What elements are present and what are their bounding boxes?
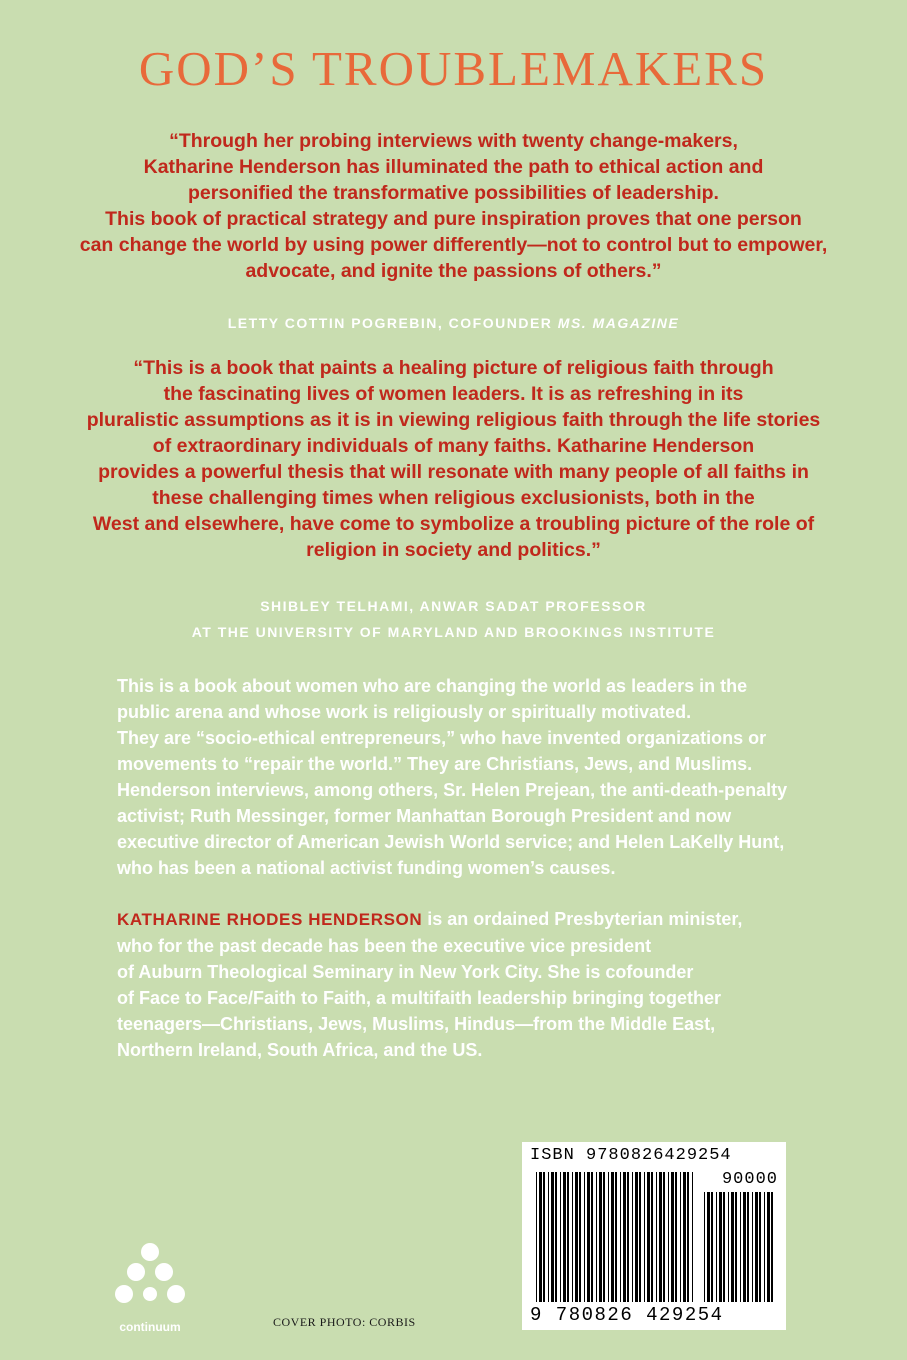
barcode-bar xyxy=(635,1172,638,1302)
barcode-bar xyxy=(615,1172,617,1302)
price-code: 90000 xyxy=(721,1170,778,1189)
barcode-bar xyxy=(656,1172,657,1302)
attribution-publication: MS. MAGAZINE xyxy=(557,315,680,331)
bio-line: of Auburn Theological Seminary in New York City. She is cofounder xyxy=(117,962,694,982)
quote-line: West and elsewhere, have come to symbolize a troubling picture of the role of xyxy=(92,513,815,535)
quote-line: can change the world by using power differently—not to control but to empower, xyxy=(79,234,828,256)
addon-barcode-bars xyxy=(704,1192,776,1302)
barcode-bar xyxy=(735,1192,737,1302)
endorsement-attribution-1 xyxy=(60,310,847,336)
attribution-name: LETTY COTTIN POGREBIN, COFOUNDER xyxy=(227,315,553,331)
cover-photo-credit: COVER PHOTO: CORBIS xyxy=(273,1315,416,1329)
barcode-bar xyxy=(543,1172,545,1302)
barcode-bar xyxy=(747,1192,749,1302)
barcode-bar xyxy=(611,1172,614,1302)
barcode-bar xyxy=(728,1192,729,1302)
barcode-bar xyxy=(647,1172,650,1302)
publisher-name: continuum xyxy=(119,1320,181,1334)
quote-line: the fascinating lives of women leaders. It is as refreshing in its xyxy=(163,383,744,405)
barcode-bar xyxy=(767,1192,770,1302)
barcode-bar xyxy=(675,1172,677,1302)
barcode-bar xyxy=(608,1172,609,1302)
quote-line: personified the transformative possibilities of leadership. xyxy=(188,182,719,204)
barcode-bar xyxy=(764,1192,765,1302)
description-line: This is a book about women who are changing the world as leaders in the xyxy=(117,676,748,696)
bio-line: of Face to Face/Faith to Faith, a multifaith leadership bringing together xyxy=(117,988,722,1008)
quote-line: advocate, and ignite the passions of others.” xyxy=(245,260,662,282)
bio-line: teenagers—Christians, Jews, Muslims, Hindus—from the Middle East, xyxy=(117,1014,716,1034)
description-line: who has been a national activist funding women’s causes. xyxy=(117,858,616,878)
quote-line: pluralistic assumptions as it is in viewing religious faith through the life stories xyxy=(86,409,821,431)
barcode-bar xyxy=(759,1192,761,1302)
barcode-number: 9 780826 429254 xyxy=(530,1304,724,1326)
barcode-bar xyxy=(567,1172,569,1302)
description-line: public arena and whose work is religiously or spiritually motivated. xyxy=(117,702,692,722)
description-line: Henderson interviews, among others, Sr. Helen Prejean, the anti-death-penalty xyxy=(117,780,788,800)
description-line: executive director of American Jewish World service; and Helen LaKelly Hunt, xyxy=(117,832,785,852)
barcode-bar xyxy=(671,1172,674,1302)
continuum-logo-icon xyxy=(110,1238,190,1328)
bio-line: Northern Ireland, South Africa, and the US. xyxy=(117,1040,483,1060)
quote-line: these challenging times when religious exclusionists, both in the xyxy=(152,487,755,509)
barcode-bar xyxy=(723,1192,725,1302)
barcode-bar xyxy=(560,1172,561,1302)
quote-line: provides a powerful thesis that will resonate with many people of all faiths in xyxy=(98,461,809,483)
barcode-bar xyxy=(683,1172,686,1302)
barcode-bar xyxy=(668,1172,669,1302)
barcode-bars xyxy=(536,1172,696,1302)
barcode-bar xyxy=(711,1192,713,1302)
barcode-bar xyxy=(596,1172,597,1302)
barcode-bar xyxy=(719,1192,722,1302)
author-bio xyxy=(117,906,837,1063)
barcode-bar xyxy=(536,1172,537,1302)
barcode-bar xyxy=(680,1172,681,1302)
barcode-bar xyxy=(651,1172,653,1302)
barcode-bar xyxy=(687,1172,689,1302)
barcode-bar xyxy=(579,1172,581,1302)
book-description xyxy=(117,673,837,881)
barcode-bar xyxy=(584,1172,585,1302)
book-title: GOD’S TROUBLEMAKERS xyxy=(138,41,769,96)
barcode-bar xyxy=(743,1192,746,1302)
bio-line: who for the past decade has been the executive vice president xyxy=(117,936,652,956)
barcode-bar xyxy=(639,1172,641,1302)
attribution-line: SHIBLEY TELHAMI, ANWAR SADAT PROFESSOR xyxy=(260,598,647,614)
barcode-bar xyxy=(663,1172,665,1302)
barcode-bar xyxy=(632,1172,633,1302)
quote-line: “This is a book that paints a healing picture of religious faith through xyxy=(133,357,774,379)
barcode-bar xyxy=(539,1172,542,1302)
description-line: They are “socio-ethical entrepreneurs,” who have invented organizations or xyxy=(117,728,767,748)
barcode-bar xyxy=(755,1192,758,1302)
bio-line: is an ordained Presbyterian minister, xyxy=(422,909,743,929)
barcode-bar xyxy=(555,1172,557,1302)
barcode-bar xyxy=(644,1172,645,1302)
barcode-bar xyxy=(563,1172,566,1302)
quote-line: Katharine Henderson has illuminated the path to ethical action and xyxy=(143,156,764,178)
barcode-bar xyxy=(704,1192,705,1302)
barcode-bar xyxy=(740,1192,741,1302)
barcode-bar xyxy=(659,1172,662,1302)
barcode-bar xyxy=(627,1172,629,1302)
isbn-label: ISBN 9780826429254 xyxy=(530,1146,732,1165)
barcode-bar xyxy=(575,1172,578,1302)
barcode-bar xyxy=(587,1172,590,1302)
barcode-bar xyxy=(548,1172,549,1302)
quote-line: This book of practical strategy and pure inspiration proves that one person xyxy=(105,208,802,230)
barcode-bar xyxy=(692,1172,693,1302)
barcode-bar xyxy=(731,1192,734,1302)
barcode-bar xyxy=(551,1172,554,1302)
barcode-bar xyxy=(572,1172,573,1302)
barcode-bar xyxy=(771,1192,773,1302)
barcode-bar xyxy=(591,1172,593,1302)
description-line: movements to “repair the world.” They are Christians, Jews, and Muslims. xyxy=(117,754,753,774)
quote-line: religion in society and politics.” xyxy=(306,539,601,561)
attribution-line: AT THE UNIVERSITY OF MARYLAND AND BROOKINGS INSTITUTE xyxy=(191,624,716,640)
barcode-bar xyxy=(752,1192,753,1302)
endorsement-quote-1 xyxy=(60,128,847,284)
barcode-bar xyxy=(707,1192,710,1302)
barcode-bar xyxy=(620,1172,621,1302)
quote-line: of extraordinary individuals of many faiths. Katharine Henderson xyxy=(152,435,755,457)
endorsement-attribution-2 xyxy=(60,593,847,645)
barcode-bar xyxy=(599,1172,602,1302)
author-name: KATHARINE RHODES HENDERSON xyxy=(117,910,423,929)
isbn-barcode xyxy=(522,1142,786,1330)
barcode-bar xyxy=(623,1172,626,1302)
endorsement-quote-2 xyxy=(60,355,847,563)
barcode-bar xyxy=(716,1192,717,1302)
description-line: activist; Ruth Messinger, former Manhattan Borough President and now xyxy=(117,806,732,826)
quote-line: “Through her probing interviews with twenty change-makers, xyxy=(169,130,738,152)
barcode-bar xyxy=(603,1172,605,1302)
